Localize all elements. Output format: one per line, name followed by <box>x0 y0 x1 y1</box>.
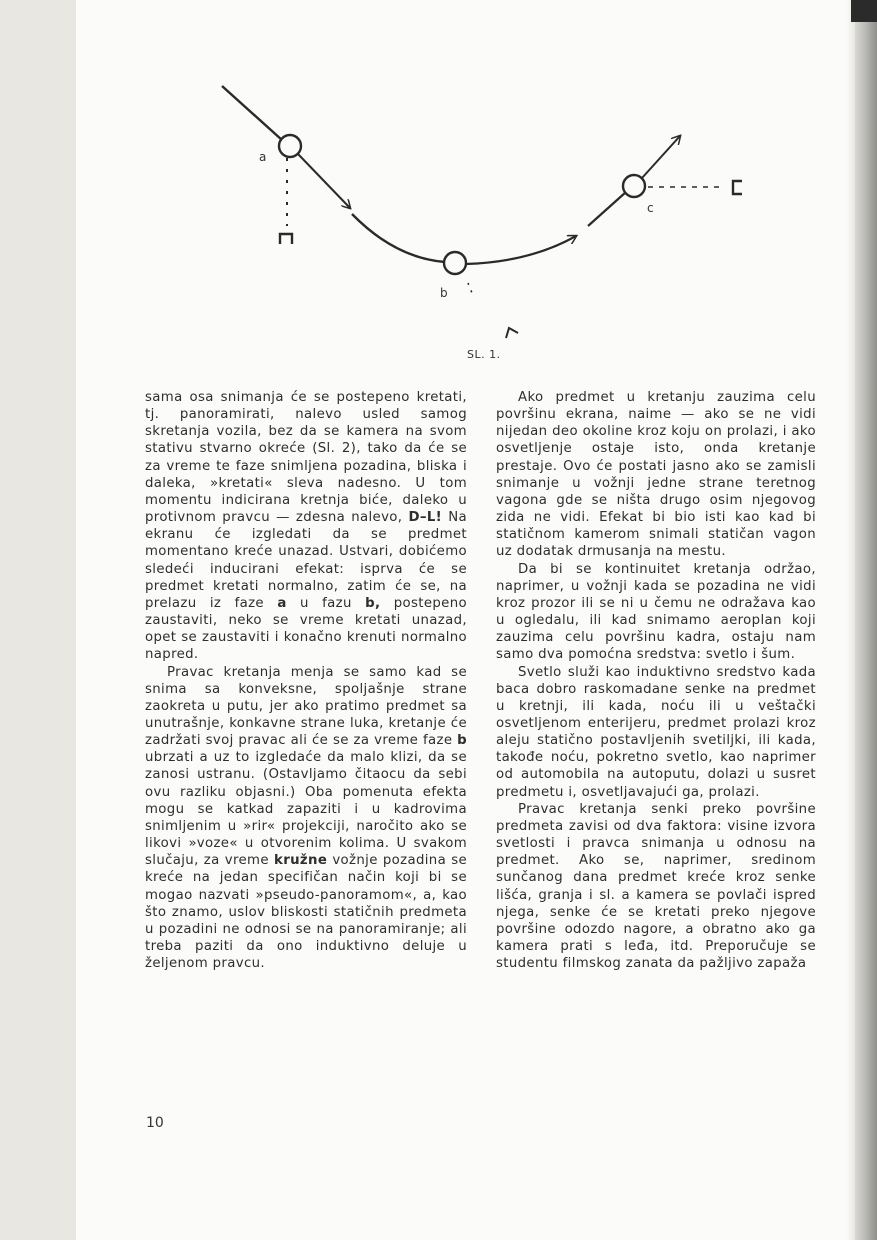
text-segment: ubrzati a uz to izgledaće da malo klizi, da se zanosi ustranu. (Ostavljamo čitaocu da sebi ovu razliku objasni.) Oba pomenuta efekta mogu se katkad zapaziti i u kadrovima snimljenim u »rir« projekciji, naročito ako se likovi »voze« u otvorenim kolima. U svakom slučaju, za vreme <box>145 750 467 869</box>
path-entry-line <box>222 86 282 140</box>
text-segment: postepeno zaustaviti, neko se vreme kretati unazad, opet se zaustaviti i konačno krenuti normalno napred. <box>145 595 467 663</box>
camera-b-icon <box>506 328 518 338</box>
label-c: c <box>647 201 654 215</box>
camera-b-sightline <box>468 283 472 293</box>
position-a-circle <box>279 135 301 157</box>
camera-c-icon <box>733 181 742 194</box>
label-b: b <box>440 286 448 300</box>
label-a: a <box>259 150 267 164</box>
text-segment: Pravac kretanja menja se samo kad se snima sa konveksne, spoljašnje strane zaokreta u putu, jer ako pratimo predmet sa unutrašnje, konkavne strane luka, kretanje će zadržati svoj pravac ali će se za vreme faze <box>145 664 467 749</box>
paragraph <box>145 664 467 973</box>
bold-text: a <box>277 595 287 611</box>
text-segment: Na ekranu će izgledati da se predmet momentano kreće unazad. Ustvari, dobićemo sledeći inducirani efekat: isprva će se predmet kretati normalno, zatim će se, na prelazu iz faze <box>145 510 467 611</box>
text-segment: sama osa snimanja će se postepeno kretati, tj. panoramirati, nalevo usled samog skretanja vozila, bez da se kamera na svom stativu stvarno okreće (Sl. 2), tako da će se za vreme te faze snimljena pozadina, bliska i daleka, »kretati« sleva nadesno. U tom momentu indicirana kretnja biće, daleko u protivnom pravcu — zdesna nalevo, <box>145 390 467 526</box>
paragraph: Pravac kretanja senki preko površine predmeta zavisi od dva faktora: visine izvora svetlosti i pravca snimanja u odnosu na predmet. Ako se, naprimer, sredinom sunčanog dana predmet kreće kroz senke lišća, granja i sl. a kamera se povlači ispred njega, senke će se kretati preko njegove površine odozdo nagore, a obratno ako ga kamera prati s leđa, itd. Preporučuje se studentu filmskog zanata da pažljivo zapaža <box>496 801 816 972</box>
paragraph <box>145 389 467 664</box>
bold-text: kružne <box>274 853 328 869</box>
path-a-to-curve-arrow <box>298 154 350 208</box>
bold-text: D–L! <box>408 510 443 526</box>
paragraph: Ako predmet u kretanju zauzima celu površinu ekrana, naime — ako se ne vidi nijedan deo okoline kroz koju on prolazi, i ako osvetljenje ostaje isto, onda kretanje prestaje. Ovo će postati jasno ako se zamisli snimanje u vožnji jedne strane teretnog vagona gde se ništa drugo osim njegovog zida ne vidi. Efekat bi bio isti kao kad bi statičnom kamerom snimali statičan vagon uz dodatak drmusanja na mestu. <box>496 390 816 560</box>
camera-a-icon <box>280 234 292 244</box>
curve-to-b <box>352 214 445 262</box>
paragraph: Svetlo služi kao induktivno sredstvo kada baca dobro raskomadane senke na predmet u kretnji, ili kada, noću ili u veštački osvetljenom enterijeru, predmet prolazi kroz aleju statično postavljenih svetiljki, ili kada, takođe noću, pokretno svetlo, kao naprimer od automobila na autoputu, dolazi u susret predmetu i, osvetljavajući ga, prolazi. <box>496 664 816 800</box>
bold-text: b <box>457 733 467 749</box>
path-exit-arrow <box>642 136 680 178</box>
left-text-column <box>145 389 467 972</box>
bold-text: b, <box>365 595 381 611</box>
path-to-c-line <box>588 192 626 226</box>
page-number: 10 <box>146 1115 164 1131</box>
position-b-circle <box>444 252 466 274</box>
text-segment: vožnje pozadina se kreće na jedan specifičan način koji bi se mogao nazvati »pseudo-panoramom«, a, kao što znamo, uslov bliskosti statičnih predmeta u pozadini ne odnosi se na panoramiranje; ali treba paziti da ono induktivno deluje u željenom pravcu. <box>145 853 468 972</box>
paragraph: Da bi se kontinuitet kretanja održao, naprimer, u vožnji kada se pozadina ne vidi kroz prozor ili se ni u čemu ne odražava kao u ogledalu, ili kad snimamo aeroplan koji zauzima celu površinu kadra, ostaju nam samo dva pomoćna sredstva: svetlo i šum. <box>496 561 816 663</box>
right-text-column <box>496 389 816 972</box>
motion-path-diagram <box>0 0 877 380</box>
curve-b-to-c-arrow <box>466 236 576 264</box>
figure-caption: SL. 1. <box>467 348 501 361</box>
position-c-circle <box>623 175 645 197</box>
text-segment: u fazu <box>286 595 366 611</box>
